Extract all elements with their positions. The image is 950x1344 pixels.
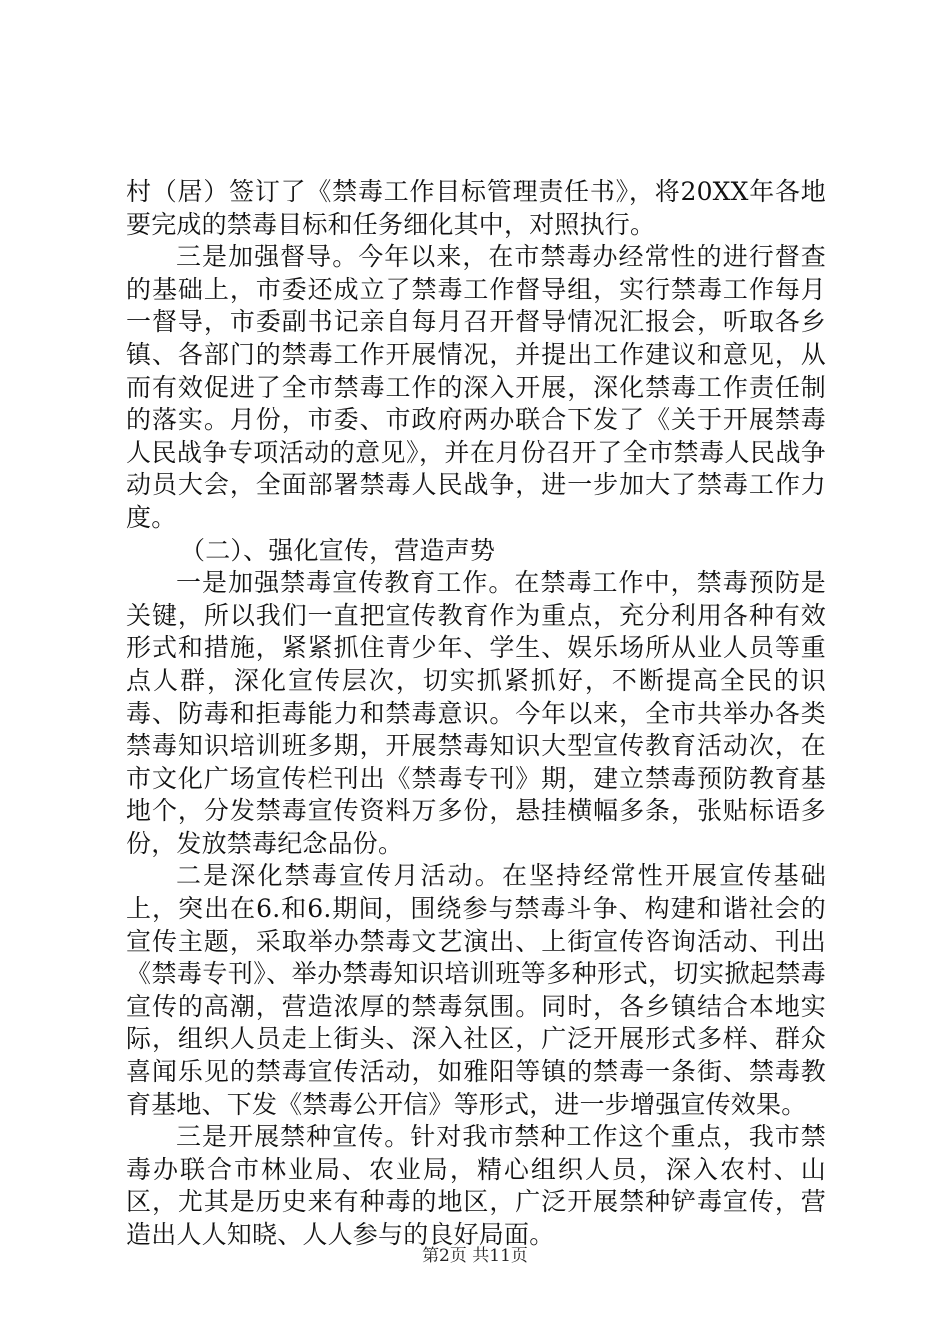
document-body xyxy=(126,176,826,1252)
paragraph-campaign-month: 二是深化禁毒宣传月活动。在坚持经常性开展宣传基础上，突出在6.和6.期间，围绕参与禁毒斗争、构建和谐社会的宣传主题，采取举办禁毒文艺演出、上街宣传咨询活动、刊出《禁毒专刊》、举办禁毒知识培训班等多种形式，切实掀起禁毒宣传的高潮，营造浓厚的禁毒氛围。同时，各乡镇结合本地实际，组织人员走上街头、深入社区，广泛开展形式多样、群众喜闻乐见的禁毒宣传活动，如雅阳等镇的禁毒一条街、禁毒教育基地、下发《禁毒公开信》等形式，进一步增强宣传效果。 xyxy=(126,861,826,1119)
paragraph-planting-ban: 三是开展禁种宣传。针对我市禁种工作这个重点，我市禁毒办联合市林业局、农业局，精心组织人员，深入农村、山区，尤其是历史来有种毒的地区，广泛开展禁种铲毒宣传，营造出人人知晓、人人参与的良好局面。 xyxy=(126,1122,826,1249)
page-footer xyxy=(0,1245,950,1267)
paragraph-continuation: 村（居）签订了《禁毒工作目标管理责任书》，将20XX年各地要完成的禁毒目标和任务细化其中，对照执行。 xyxy=(126,177,826,239)
paragraph-education: 一是加强禁毒宣传教育工作。在禁毒工作中，禁毒预防是关键，所以我们一直把宣传教育作为重点，充分利用各种有效形式和措施，紧紧抓住青少年、学生、娱乐场所从业人员等重点人群，深化宣传层次，切实抓紧抓好，不断提高全民的识毒、防毒和拒毒能力和禁毒意识。今年以来，全市共举办各类禁毒知识培训班多期，开展禁毒知识大型宣传教育活动次，在市文化广场宣传栏刊出《禁毒专刊》期，建立禁毒预防教育基地个，分发禁毒宣传资料万多份，悬挂横幅多条，张贴标语多份，发放禁毒纪念品份。 xyxy=(126,568,826,858)
paragraph-supervision: 三是加强督导。今年以来，在市禁毒办经常性的进行督查的基础上，市委还成立了禁毒工作督导组，实行禁毒工作每月一督导，市委副书记亲自每月召开督导情况汇报会，听取各乡镇、各部门的禁毒工作开展情况，并提出工作建议和意见，从而有效促进了全市禁毒工作的深入开展，深化禁毒工作责任制的落实。月份，市委、市政府两办联合下发了《关于开展禁毒人民战争专项活动的意见》，并在月份召开了全市禁毒人民战争动员大会，全面部署禁毒人民战争，进一步加大了禁毒工作力度。 xyxy=(126,242,826,532)
section-heading: （二）、强化宣传，营造声势 xyxy=(180,535,496,565)
page-number: 第2页 xyxy=(422,1246,467,1266)
page-total: 共11页 xyxy=(472,1246,528,1266)
